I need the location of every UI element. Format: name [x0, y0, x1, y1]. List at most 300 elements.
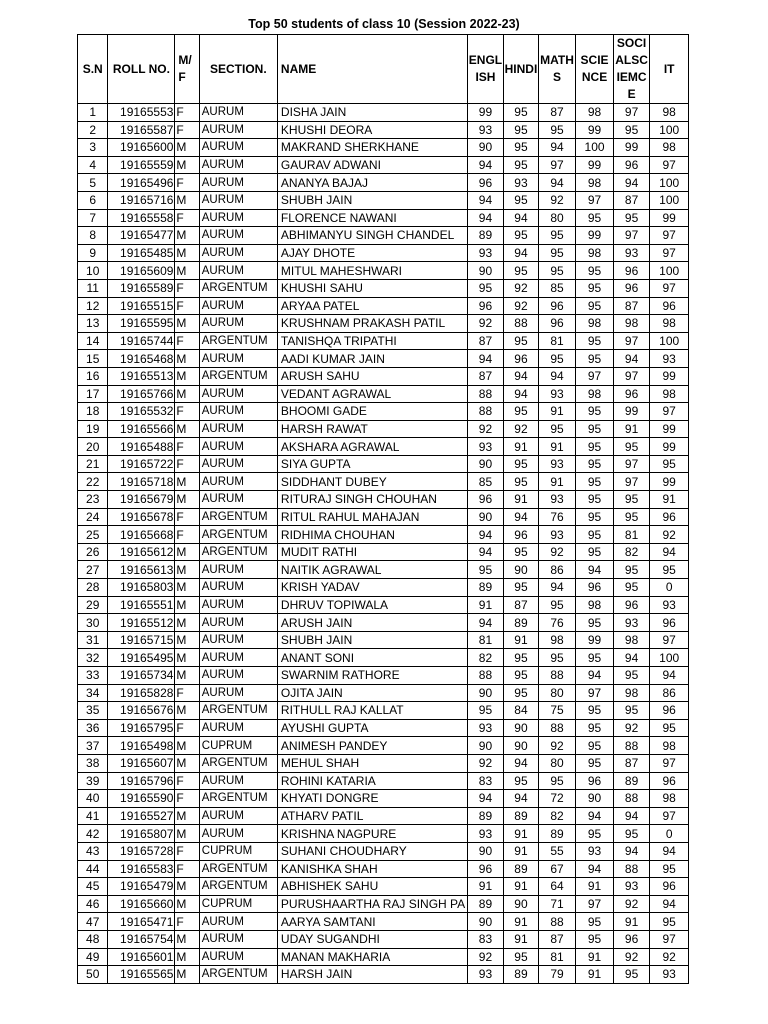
cell-sn: 50	[78, 966, 108, 984]
cell-section: AURUM	[199, 350, 277, 368]
header-science: SCIENCE	[576, 35, 614, 104]
cell-science: 98	[576, 174, 614, 192]
cell-name: KHYATI DONGRE	[277, 790, 467, 808]
cell-roll-no: 19165612	[108, 543, 175, 561]
cell-name: SIDDHANT DUBEY	[277, 473, 467, 491]
cell-name: RITHULL RAJ KALLAT	[277, 702, 467, 720]
cell-roll-no: 19165601	[108, 948, 175, 966]
cell-gender: M	[175, 350, 199, 368]
cell-sn: 7	[78, 209, 108, 227]
cell-sn: 35	[78, 702, 108, 720]
cell-it: 99	[650, 473, 689, 491]
table-row	[78, 174, 689, 192]
cell-english: 88	[467, 403, 504, 421]
cell-sn: 34	[78, 684, 108, 702]
cell-gender: M	[175, 262, 199, 280]
cell-hindi: 89	[504, 807, 539, 825]
cell-section: ARGENTUM	[199, 966, 277, 984]
cell-section: AURUM	[199, 561, 277, 579]
cell-english: 90	[467, 139, 504, 157]
cell-science: 95	[576, 332, 614, 350]
cell-roll-no: 19165558	[108, 209, 175, 227]
cell-hindi: 94	[504, 385, 539, 403]
cell-science: 97	[576, 684, 614, 702]
header-english: ENGLISH	[467, 35, 504, 104]
cell-english: 91	[467, 878, 504, 896]
table-row	[78, 614, 689, 632]
cell-name: KRISHNA NAGPURE	[277, 825, 467, 843]
cell-social-science: 87	[613, 754, 650, 772]
cell-social-science: 95	[613, 209, 650, 227]
cell-hindi: 91	[504, 930, 539, 948]
cell-gender: F	[175, 790, 199, 808]
cell-it: 95	[650, 860, 689, 878]
table-row	[78, 139, 689, 157]
cell-name: RIDHIMA CHOUHAN	[277, 526, 467, 544]
cell-hindi: 91	[504, 842, 539, 860]
cell-roll-no: 19165828	[108, 684, 175, 702]
cell-name: OJITA JAIN	[277, 684, 467, 702]
cell-name: PURUSHAARTHA RAJ SINGH PA	[277, 895, 467, 913]
cell-social-science: 94	[613, 807, 650, 825]
cell-hindi: 94	[504, 508, 539, 526]
cell-english: 88	[467, 667, 504, 685]
cell-it: 0	[650, 825, 689, 843]
cell-science: 97	[576, 895, 614, 913]
cell-gender: F	[175, 438, 199, 456]
table-row	[78, 737, 689, 755]
cell-english: 82	[467, 649, 504, 667]
cell-maths: 93	[538, 385, 576, 403]
cell-name: RITURAJ SINGH CHOUHAN	[277, 491, 467, 509]
header-row	[78, 35, 689, 104]
cell-hindi: 89	[504, 614, 539, 632]
table-row	[78, 420, 689, 438]
cell-name: ANANT SONI	[277, 649, 467, 667]
cell-roll-no: 19165485	[108, 244, 175, 262]
cell-science: 95	[576, 702, 614, 720]
cell-name: ABHISHEK SAHU	[277, 878, 467, 896]
cell-maths: 91	[538, 438, 576, 456]
cell-english: 85	[467, 473, 504, 491]
cell-roll-no: 19165676	[108, 702, 175, 720]
cell-name: SIYA GUPTA	[277, 455, 467, 473]
cell-social-science: 88	[613, 790, 650, 808]
cell-section: ARGENTUM	[199, 332, 277, 350]
cell-gender: M	[175, 385, 199, 403]
cell-english: 89	[467, 807, 504, 825]
cell-maths: 72	[538, 790, 576, 808]
table-row	[78, 966, 689, 984]
cell-it: 96	[650, 614, 689, 632]
cell-gender: F	[175, 508, 199, 526]
cell-english: 99	[467, 104, 504, 122]
cell-it: 100	[650, 332, 689, 350]
cell-social-science: 97	[613, 104, 650, 122]
cell-roll-no: 19165496	[108, 174, 175, 192]
cell-maths: 91	[538, 473, 576, 491]
cell-it: 96	[650, 508, 689, 526]
cell-maths: 87	[538, 104, 576, 122]
cell-name: AYUSHI GUPTA	[277, 719, 467, 737]
cell-english: 83	[467, 930, 504, 948]
table-row	[78, 649, 689, 667]
cell-english: 94	[467, 526, 504, 544]
cell-gender: M	[175, 631, 199, 649]
cell-it: 96	[650, 772, 689, 790]
cell-social-science: 94	[613, 842, 650, 860]
cell-name: KANISHKA SHAH	[277, 860, 467, 878]
cell-hindi: 95	[504, 579, 539, 597]
table-row	[78, 719, 689, 737]
cell-english: 93	[467, 966, 504, 984]
cell-science: 95	[576, 737, 614, 755]
header-hindi: HINDI	[504, 35, 539, 104]
cell-section: AURUM	[199, 191, 277, 209]
table-row	[78, 491, 689, 509]
cell-social-science: 95	[613, 121, 650, 139]
table-row	[78, 244, 689, 262]
cell-social-science: 95	[613, 702, 650, 720]
table-row	[78, 948, 689, 966]
cell-maths: 96	[538, 315, 576, 333]
cell-sn: 31	[78, 631, 108, 649]
cell-social-science: 89	[613, 772, 650, 790]
cell-english: 90	[467, 508, 504, 526]
cell-english: 90	[467, 684, 504, 702]
cell-sn: 1	[78, 104, 108, 122]
cell-it: 86	[650, 684, 689, 702]
cell-hindi: 95	[504, 156, 539, 174]
header-roll-no: ROLL NO.	[108, 35, 175, 104]
cell-name: UDAY SUGANDHI	[277, 930, 467, 948]
cell-science: 96	[576, 772, 614, 790]
cell-english: 95	[467, 561, 504, 579]
cell-english: 90	[467, 262, 504, 280]
cell-science: 99	[576, 156, 614, 174]
table-row	[78, 596, 689, 614]
cell-name: AKSHARA AGRAWAL	[277, 438, 467, 456]
cell-social-science: 92	[613, 719, 650, 737]
cell-social-science: 97	[613, 455, 650, 473]
cell-science: 95	[576, 825, 614, 843]
cell-social-science: 91	[613, 913, 650, 931]
cell-science: 98	[576, 244, 614, 262]
cell-hindi: 94	[504, 790, 539, 808]
cell-science: 95	[576, 209, 614, 227]
cell-name: MANAN MAKHARIA	[277, 948, 467, 966]
cell-roll-no: 19165607	[108, 754, 175, 772]
cell-science: 97	[576, 191, 614, 209]
table-row	[78, 913, 689, 931]
cell-section: AURUM	[199, 315, 277, 333]
cell-english: 90	[467, 455, 504, 473]
cell-section: AURUM	[199, 121, 277, 139]
cell-english: 89	[467, 895, 504, 913]
cell-gender: F	[175, 403, 199, 421]
cell-section: AURUM	[199, 156, 277, 174]
cell-social-science: 98	[613, 631, 650, 649]
cell-name: VEDANT AGRAWAL	[277, 385, 467, 403]
table-row	[78, 772, 689, 790]
cell-it: 100	[650, 262, 689, 280]
cell-section: AURUM	[199, 719, 277, 737]
cell-english: 96	[467, 491, 504, 509]
cell-hindi: 95	[504, 139, 539, 157]
cell-science: 95	[576, 754, 614, 772]
cell-section: CUPRUM	[199, 895, 277, 913]
cell-it: 98	[650, 315, 689, 333]
cell-science: 90	[576, 790, 614, 808]
cell-gender: F	[175, 297, 199, 315]
cell-maths: 79	[538, 966, 576, 984]
cell-name: AARYA SAMTANI	[277, 913, 467, 931]
cell-maths: 92	[538, 737, 576, 755]
cell-section: AURUM	[199, 491, 277, 509]
cell-sn: 21	[78, 455, 108, 473]
cell-social-science: 93	[613, 878, 650, 896]
cell-roll-no: 19165716	[108, 191, 175, 209]
cell-science: 100	[576, 139, 614, 157]
cell-social-science: 93	[613, 614, 650, 632]
cell-science: 95	[576, 719, 614, 737]
cell-science: 91	[576, 948, 614, 966]
cell-section: AURUM	[199, 684, 277, 702]
cell-science: 96	[576, 579, 614, 597]
cell-sn: 19	[78, 420, 108, 438]
cell-hindi: 91	[504, 878, 539, 896]
cell-hindi: 95	[504, 332, 539, 350]
cell-social-science: 98	[613, 684, 650, 702]
cell-hindi: 92	[504, 420, 539, 438]
cell-it: 97	[650, 807, 689, 825]
cell-section: AURUM	[199, 262, 277, 280]
cell-section: ARGENTUM	[199, 367, 277, 385]
cell-section: AURUM	[199, 649, 277, 667]
table-row	[78, 279, 689, 297]
cell-name: KRUSHNAM PRAKASH PATIL	[277, 315, 467, 333]
cell-it: 97	[650, 279, 689, 297]
cell-maths: 95	[538, 244, 576, 262]
cell-hindi: 91	[504, 438, 539, 456]
cell-maths: 85	[538, 279, 576, 297]
cell-section: CUPRUM	[199, 737, 277, 755]
cell-english: 83	[467, 772, 504, 790]
cell-hindi: 96	[504, 350, 539, 368]
cell-hindi: 95	[504, 684, 539, 702]
cell-gender: M	[175, 579, 199, 597]
cell-roll-no: 19165718	[108, 473, 175, 491]
cell-social-science: 88	[613, 737, 650, 755]
cell-sn: 23	[78, 491, 108, 509]
cell-english: 89	[467, 579, 504, 597]
cell-hindi: 94	[504, 367, 539, 385]
table-row	[78, 807, 689, 825]
cell-english: 96	[467, 174, 504, 192]
cell-name: FLORENCE NAWANI	[277, 209, 467, 227]
cell-maths: 95	[538, 227, 576, 245]
cell-science: 98	[576, 385, 614, 403]
cell-roll-no: 19165803	[108, 579, 175, 597]
cell-roll-no: 19165754	[108, 930, 175, 948]
cell-roll-no: 19165559	[108, 156, 175, 174]
cell-it: 98	[650, 790, 689, 808]
cell-roll-no: 19165566	[108, 420, 175, 438]
cell-hindi: 95	[504, 772, 539, 790]
cell-sn: 30	[78, 614, 108, 632]
cell-it: 99	[650, 367, 689, 385]
cell-english: 94	[467, 614, 504, 632]
cell-maths: 95	[538, 420, 576, 438]
cell-name: DISHA JAIN	[277, 104, 467, 122]
cell-gender: F	[175, 332, 199, 350]
cell-sn: 28	[78, 579, 108, 597]
cell-section: AURUM	[199, 227, 277, 245]
cell-maths: 76	[538, 508, 576, 526]
cell-maths: 87	[538, 930, 576, 948]
cell-maths: 75	[538, 702, 576, 720]
cell-it: 94	[650, 543, 689, 561]
cell-english: 94	[467, 209, 504, 227]
table-row	[78, 367, 689, 385]
cell-hindi: 92	[504, 279, 539, 297]
cell-hindi: 95	[504, 262, 539, 280]
cell-gender: F	[175, 842, 199, 860]
cell-social-science: 96	[613, 262, 650, 280]
cell-social-science: 92	[613, 895, 650, 913]
cell-sn: 2	[78, 121, 108, 139]
cell-science: 91	[576, 966, 614, 984]
cell-sn: 11	[78, 279, 108, 297]
cell-science: 95	[576, 614, 614, 632]
cell-hindi: 89	[504, 966, 539, 984]
cell-it: 100	[650, 174, 689, 192]
cell-maths: 67	[538, 860, 576, 878]
cell-english: 94	[467, 156, 504, 174]
cell-hindi: 95	[504, 227, 539, 245]
cell-it: 96	[650, 702, 689, 720]
cell-english: 88	[467, 385, 504, 403]
cell-science: 95	[576, 491, 614, 509]
cell-science: 94	[576, 860, 614, 878]
cell-maths: 80	[538, 209, 576, 227]
cell-roll-no: 19165679	[108, 491, 175, 509]
table-row	[78, 121, 689, 139]
cell-sn: 43	[78, 842, 108, 860]
cell-gender: F	[175, 174, 199, 192]
cell-name: ARUSH JAIN	[277, 614, 467, 632]
cell-section: ARGENTUM	[199, 279, 277, 297]
header-sn: S.N	[78, 35, 108, 104]
cell-roll-no: 19165595	[108, 315, 175, 333]
cell-science: 95	[576, 420, 614, 438]
cell-english: 95	[467, 279, 504, 297]
cell-maths: 80	[538, 754, 576, 772]
cell-roll-no: 19165468	[108, 350, 175, 368]
cell-it: 94	[650, 842, 689, 860]
cell-roll-no: 19165513	[108, 367, 175, 385]
cell-social-science: 96	[613, 279, 650, 297]
cell-social-science: 94	[613, 174, 650, 192]
cell-it: 95	[650, 561, 689, 579]
cell-gender: F	[175, 526, 199, 544]
cell-gender: F	[175, 913, 199, 931]
cell-english: 93	[467, 825, 504, 843]
cell-social-science: 96	[613, 156, 650, 174]
cell-roll-no: 19165587	[108, 121, 175, 139]
table-row	[78, 561, 689, 579]
cell-hindi: 92	[504, 297, 539, 315]
cell-gender: M	[175, 948, 199, 966]
cell-sn: 44	[78, 860, 108, 878]
table-row	[78, 438, 689, 456]
cell-social-science: 95	[613, 579, 650, 597]
cell-sn: 13	[78, 315, 108, 333]
cell-roll-no: 19165678	[108, 508, 175, 526]
table-row	[78, 579, 689, 597]
cell-name: ANANYA BAJAJ	[277, 174, 467, 192]
header-maths: MATHS	[538, 35, 576, 104]
cell-gender: M	[175, 667, 199, 685]
cell-it: 95	[650, 913, 689, 931]
cell-sn: 4	[78, 156, 108, 174]
cell-english: 94	[467, 191, 504, 209]
cell-gender: M	[175, 244, 199, 262]
cell-gender: M	[175, 807, 199, 825]
cell-sn: 26	[78, 543, 108, 561]
cell-maths: 88	[538, 913, 576, 931]
cell-hindi: 87	[504, 596, 539, 614]
cell-gender: F	[175, 719, 199, 737]
header-social-science: SOCIALSCIEMCE	[613, 35, 650, 104]
table-row	[78, 403, 689, 421]
cell-science: 99	[576, 631, 614, 649]
cell-hindi: 95	[504, 104, 539, 122]
cell-name: ABHIMANYU SINGH CHANDEL	[277, 227, 467, 245]
cell-section: CUPRUM	[199, 842, 277, 860]
cell-science: 95	[576, 279, 614, 297]
cell-name: AADI KUMAR JAIN	[277, 350, 467, 368]
table-row	[78, 455, 689, 473]
cell-english: 93	[467, 121, 504, 139]
cell-science: 93	[576, 842, 614, 860]
cell-sn: 40	[78, 790, 108, 808]
cell-it: 92	[650, 526, 689, 544]
cell-hindi: 94	[504, 244, 539, 262]
cell-section: ARGENTUM	[199, 543, 277, 561]
cell-name: SUHANI CHOUDHARY	[277, 842, 467, 860]
cell-english: 92	[467, 754, 504, 772]
cell-social-science: 95	[613, 966, 650, 984]
cell-social-science: 99	[613, 139, 650, 157]
cell-social-science: 99	[613, 403, 650, 421]
cell-gender: M	[175, 702, 199, 720]
table-row	[78, 895, 689, 913]
cell-hindi: 95	[504, 543, 539, 561]
header-section: SECTION.	[199, 35, 277, 104]
students-table	[77, 34, 689, 984]
cell-english: 89	[467, 227, 504, 245]
cell-sn: 17	[78, 385, 108, 403]
cell-science: 95	[576, 455, 614, 473]
cell-roll-no: 19165565	[108, 966, 175, 984]
cell-sn: 49	[78, 948, 108, 966]
cell-hindi: 89	[504, 860, 539, 878]
cell-maths: 81	[538, 948, 576, 966]
cell-sn: 27	[78, 561, 108, 579]
table-row	[78, 104, 689, 122]
cell-science: 95	[576, 473, 614, 491]
